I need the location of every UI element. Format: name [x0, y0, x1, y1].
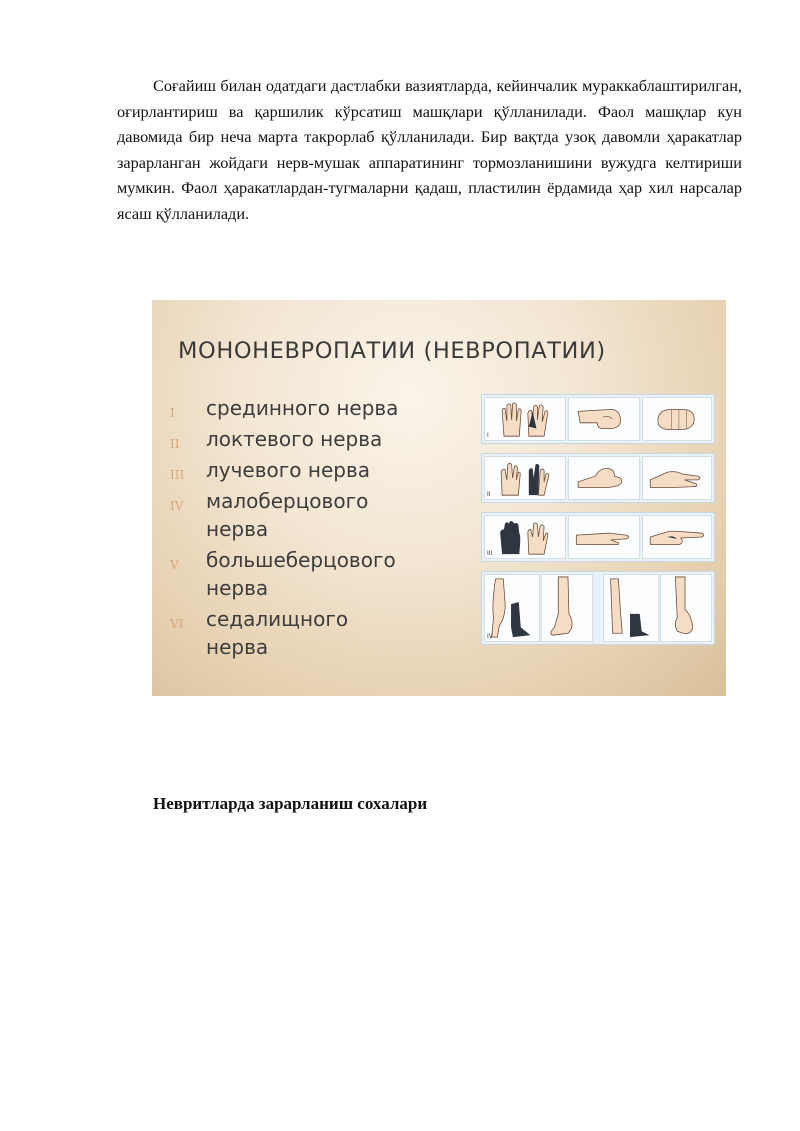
hand-grip-illustration	[568, 456, 640, 500]
row-label: IV	[487, 633, 493, 640]
hand-claw-illustration	[484, 456, 566, 500]
row-label: I	[487, 432, 489, 439]
leg-stance-illustration	[603, 574, 659, 642]
row-label: II	[487, 491, 491, 498]
foot-drop-illustration	[484, 574, 540, 642]
image-row-median	[481, 394, 715, 444]
roman-numeral: VI	[170, 617, 184, 631]
slide-title: МОНОНЕВРОПАТИИ (НЕВРОПАТИИ)	[178, 338, 606, 364]
nerve-item-peroneal	[168, 487, 468, 543]
hand-drop-illustration	[484, 515, 566, 559]
nerve-item-median	[168, 394, 468, 422]
nerve-item-ulnar	[168, 425, 468, 453]
flat-hand-illustration	[568, 515, 640, 559]
heel-foot-illustration	[660, 574, 712, 642]
nerve-label-line2: нерва	[206, 517, 269, 541]
roman-numeral: IV	[170, 499, 184, 513]
image-row-radial	[481, 512, 715, 562]
roman-numeral: III	[170, 468, 185, 482]
fist-side-illustration	[568, 397, 640, 441]
roman-numeral: V	[170, 558, 179, 572]
pointing-hand-illustration	[642, 515, 712, 559]
foot-lateral-illustration	[541, 574, 593, 642]
pinch-illustration	[642, 456, 712, 500]
nerve-label: срединного нерва	[206, 396, 399, 420]
section-heading: Невритларда зарарланиш сохалари	[153, 794, 428, 813]
roman-numeral: I	[170, 406, 175, 420]
nerve-label: лучевого нерва	[206, 458, 370, 482]
nerve-label-line2: нерва	[206, 576, 269, 600]
nerve-label: большеберцового	[206, 548, 396, 572]
roman-numeral: II	[170, 437, 180, 451]
nerve-item-sciatic	[168, 605, 468, 661]
nerve-label: малоберцового	[206, 489, 369, 513]
image-row-ulnar	[481, 453, 715, 503]
nerve-label: седалищного	[206, 607, 349, 631]
nerve-item-tibial	[168, 546, 468, 602]
nerve-label-line2: нерва	[206, 635, 269, 659]
nerve-label: локтевого нерва	[206, 427, 383, 451]
hand-palm-illustration	[484, 397, 566, 441]
neuropathy-slide-image	[152, 300, 726, 696]
fist-illustration	[642, 397, 712, 441]
image-row-foot	[481, 571, 715, 645]
nerve-list	[168, 394, 468, 661]
row-label: III	[487, 550, 493, 557]
nerve-item-radial	[168, 456, 468, 484]
body-paragraph: Соғайиш билан одатдаги дастлабки вазиятларда, кейинчалик мураккаблаштирилган, оғирлантириш ва қаршилик кўрсатиш машқлари қўлланилади. Фаол машқлар кун давомида бир неча марта такрорлаб қўлланилади. Бир вақтда узоқ давомли ҳаракатлар зарарланган жойдаги нерв-мушак аппаратининг тормозланишини вужудга келтириши мумкин. Фаол ҳаракатлардан-тугмаларни қадаш, пластилин ёрдамида ҳар хил нарсалар ясаш қўлланилади.	[117, 76, 742, 223]
